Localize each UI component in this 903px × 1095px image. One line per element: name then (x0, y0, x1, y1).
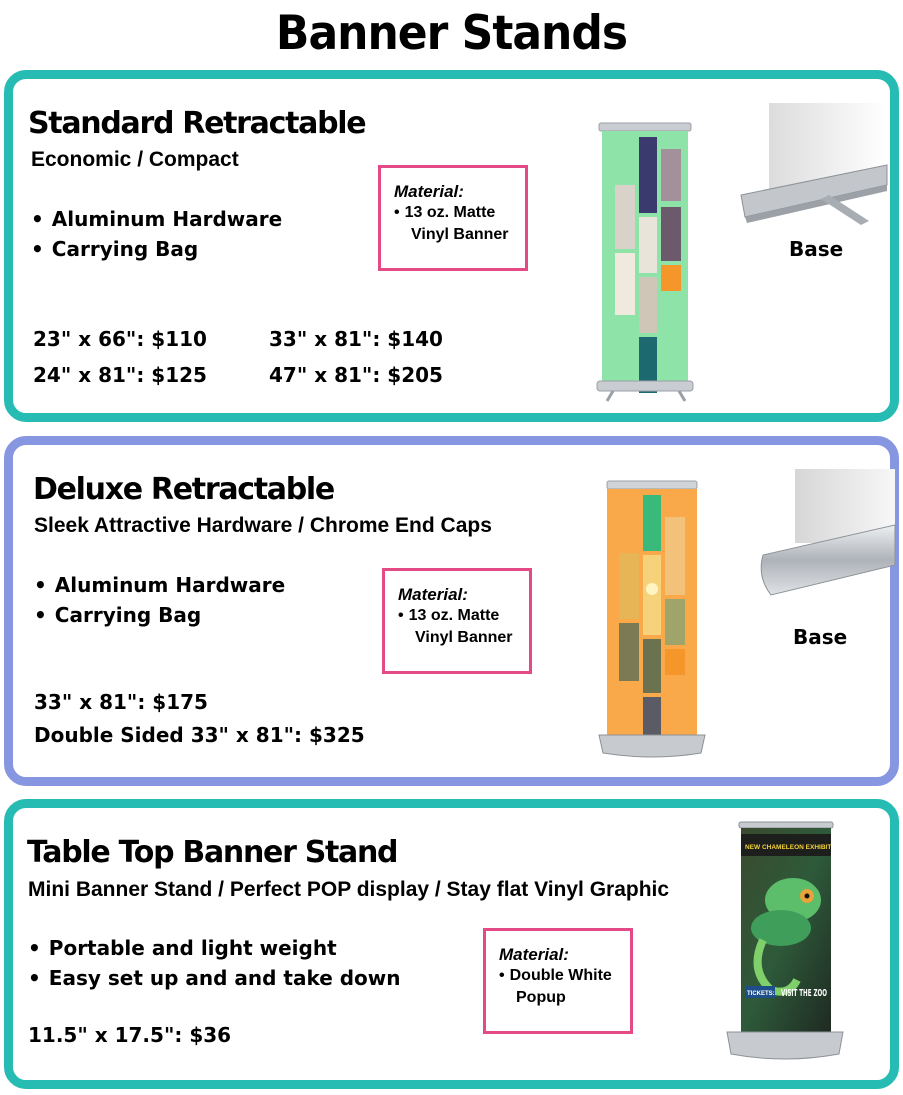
feature-list (34, 570, 285, 630)
material-line: Vinyl Banner (411, 226, 509, 243)
banner-tickets-text: TICKETS: (747, 991, 775, 997)
deluxe-banner-stand-image (597, 477, 707, 762)
section-subtitle: Economic / Compact (31, 148, 239, 171)
base-label: Base (789, 237, 844, 261)
material-heading: Material: (394, 182, 464, 201)
price-item: 47" x 81": $205 (269, 363, 443, 387)
section-subtitle: Mini Banner Stand / Perfect POP display / Stay flat Vinyl Graphic (28, 878, 670, 901)
section-title: Table Top Banner Stand (27, 835, 398, 870)
feature-item: • Portable and light weight (28, 933, 401, 963)
standard-banner-stand-image (593, 119, 705, 404)
standard-retractable-card (4, 70, 899, 422)
table-top-banner-stand-card (4, 799, 899, 1089)
feature-list (28, 933, 401, 993)
material-box (483, 928, 633, 1034)
deluxe-retractable-card (4, 436, 899, 786)
feature-item: • Aluminum Hardware (31, 204, 282, 234)
material-line: • Double White (499, 965, 620, 987)
deluxe-base-image (755, 469, 895, 607)
material-box (378, 165, 528, 271)
price-item: Double Sided 33" x 81": $325 (34, 723, 365, 747)
banner-cta-text: VISIT THE ZOO (781, 988, 827, 999)
section-title: Deluxe Retractable (33, 472, 334, 507)
material-box (382, 568, 532, 674)
table-top-banner-stand-image (719, 820, 849, 1070)
price-item: 24" x 81": $125 (33, 363, 207, 387)
section-subtitle: Sleek Attractive Hardware / Chrome End Caps (34, 514, 492, 537)
material-line: Vinyl Banner (415, 629, 513, 646)
material-line: • 13 oz. Matte (394, 202, 515, 224)
banner-header-text: NEW CHAMELEON EXHIBIT (745, 844, 832, 851)
material-heading: Material: (499, 945, 569, 964)
feature-item: • Aluminum Hardware (34, 570, 285, 600)
price-item: 33" x 81": $175 (34, 690, 208, 714)
feature-item: • Easy set up and and take down (28, 963, 401, 993)
price-item: 33" x 81": $140 (269, 327, 443, 351)
material-line: • 13 oz. Matte (398, 605, 519, 627)
price-item: 11.5" x 17.5": $36 (28, 1023, 232, 1047)
material-heading: Material: (398, 585, 468, 604)
material-line: Popup (516, 989, 566, 1006)
feature-list (31, 204, 282, 264)
feature-item: • Carrying Bag (34, 600, 285, 630)
base-label: Base (793, 625, 848, 649)
feature-item: • Carrying Bag (31, 234, 282, 264)
section-title: Standard Retractable (28, 106, 366, 141)
standard-base-image (737, 103, 887, 231)
price-item: 23" x 66": $110 (33, 327, 207, 351)
page-title: Banner Stands (275, 5, 628, 62)
